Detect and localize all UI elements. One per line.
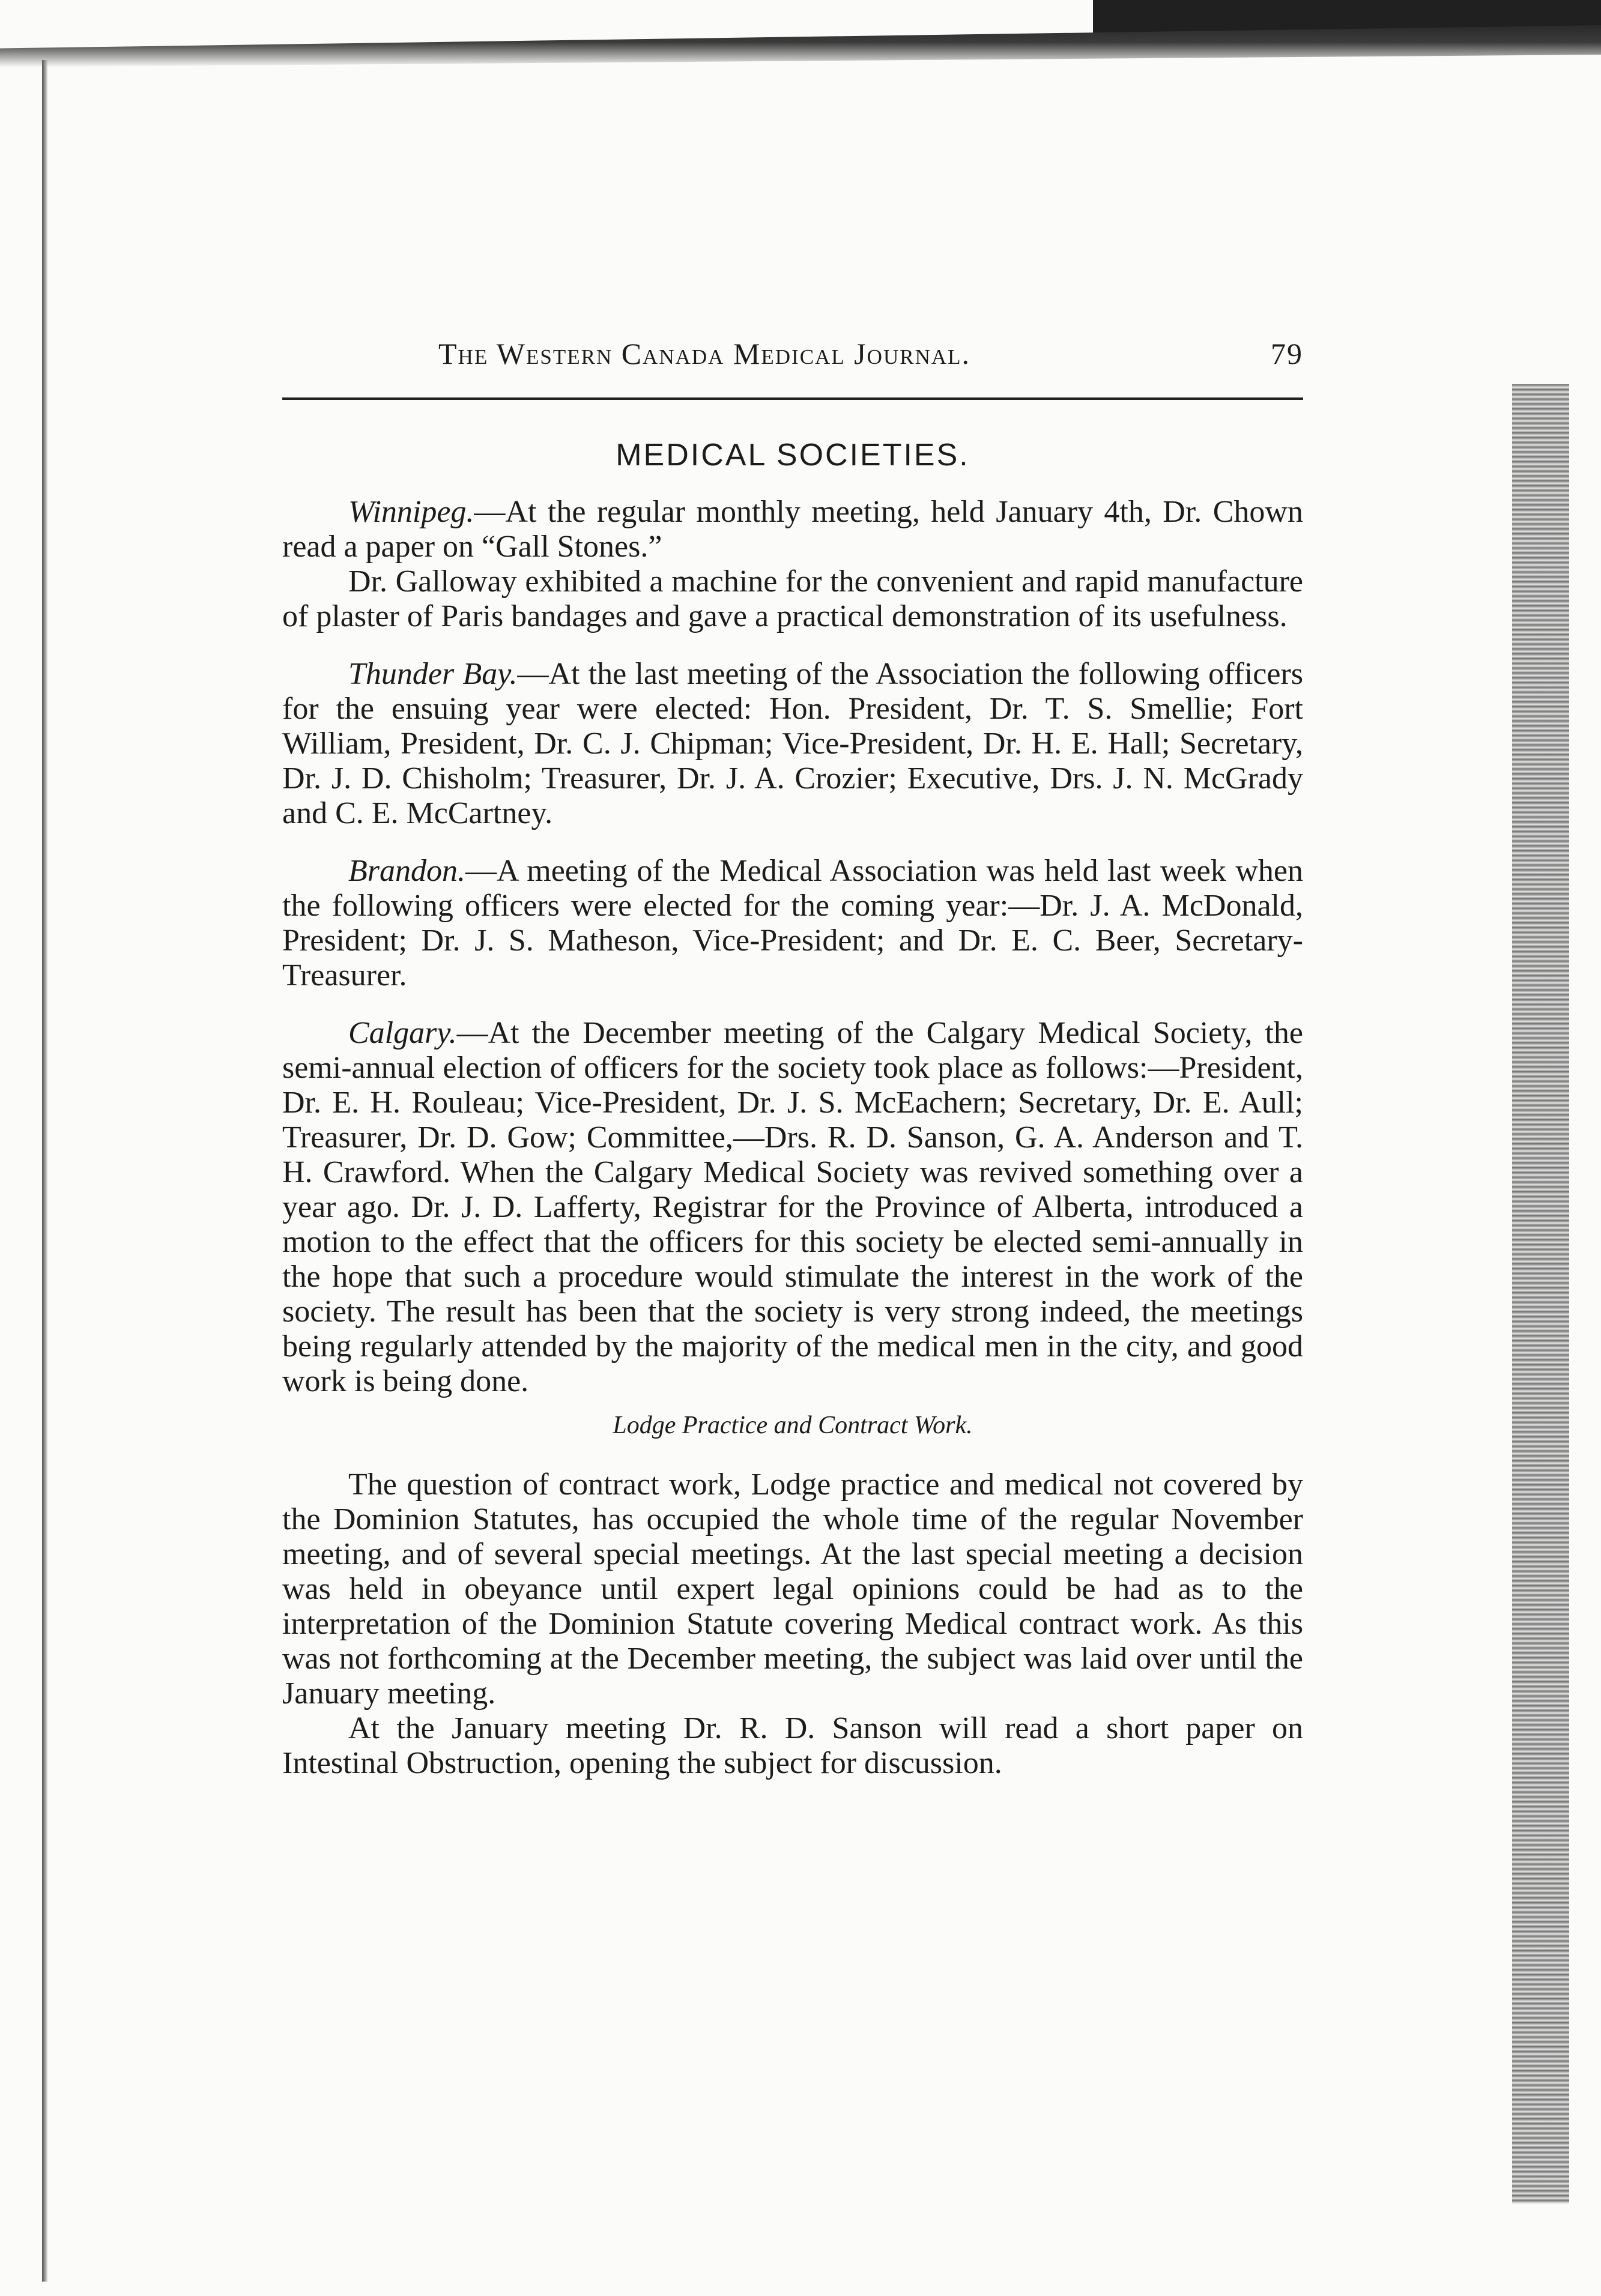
place-brandon: Brandon.	[348, 854, 465, 888]
place-calgary: Calgary.	[348, 1016, 457, 1050]
thunder-bay-text: —At the last meeting of the Association the following officers for the ensuing year were elected: Hon. President, Dr. T. S. Smellie; Fort William, President, Dr. C. J. Chipman; Vice-President, Dr. H. E. Hall; Secretary, Dr. J. D. Chisholm; Treasurer, Dr. J. A. Crozier; Executive, Drs. J. N. McGrady and C. E. McCartney.	[282, 657, 1303, 830]
journal-title: The Western Canada Medical Journal.	[438, 337, 970, 370]
place-thunder-bay: Thunder Bay.	[348, 657, 518, 691]
scan-artifact-left-edge	[42, 60, 48, 2282]
journal-page	[282, 336, 1303, 1804]
galloway-paragraph: Dr. Galloway exhibited a machine for the convenient and rapid manufacture of plaster of Paris bandages and gave a practical demonstration of its usefulness.	[282, 564, 1303, 633]
sanson-paragraph: At the January meeting Dr. R. D. Sanson will read a short paper on Intestinal Obstruction, opening the subject for discussion.	[282, 1711, 1303, 1780]
section-title: MEDICAL SOCIETIES.	[616, 438, 970, 473]
lodge-paragraph: The question of contract work, Lodge practice and medical not covered by the Dominion Statutes, has occupied the whole time of the regular November meeting, and of several special meetings. At the last special meeting a decision was held in obeyance until expert legal opinions could be had as to the interpretation of the Dominion Statute covering Medical contract work. As this was not forthcoming at the December meeting, the subject was laid over until the January meeting.	[282, 1467, 1303, 1711]
winnipeg-text: —At the regular monthly meeting, held January 4th, Dr. Chown read a paper on “Gall Stones.”	[282, 495, 1303, 564]
scan-artifact-right-edge	[1512, 384, 1569, 2204]
brandon-paragraph	[282, 854, 1303, 993]
calgary-text: —At the December meeting of the Calgary Medical Society, the semi-annual election of officers for the society took place as follows:—President, Dr. E. H. Rouleau; Vice-President, Dr. J. S. McEachern; Secretary, Dr. E. Aull; Treasurer, Dr. D. Gow; Committee,—Drs. R. D. Sanson, G. A. Anderson and T. H. Crawford. When the Calgary Medical Society was revived something over a year ago. Dr. J. D. Lafferty, Registrar for the Province of Alberta, introduced a motion to the effect that the officers for this society be elected semi-annually in the hope that such a procedure would stimulate the interest in the work of the society. The result has been that the society is very strong indeed, the meetings being regularly attended by the majority of the medical men in the city, and good work is being done.	[282, 1016, 1303, 1398]
thunder-bay-paragraph	[282, 657, 1303, 831]
calgary-paragraph	[282, 1016, 1303, 1399]
place-winnipeg: Winnipeg.	[348, 495, 474, 529]
running-header	[282, 336, 1303, 371]
header-rule	[282, 397, 1303, 400]
page-number: 79	[1271, 337, 1303, 370]
scan-artifact-band	[0, 25, 1601, 67]
lodge-subhead: Lodge Practice and Contract Work.	[613, 1412, 973, 1439]
brandon-text: —A meeting of the Medical Association was held last week when the following officers were elected for the coming year:—Dr. J. A. McDonald, President; Dr. J. S. Matheson, Vice-President; and Dr. E. C. Beer, Secretary-Treasurer.	[282, 854, 1303, 992]
winnipeg-paragraph	[282, 495, 1303, 564]
